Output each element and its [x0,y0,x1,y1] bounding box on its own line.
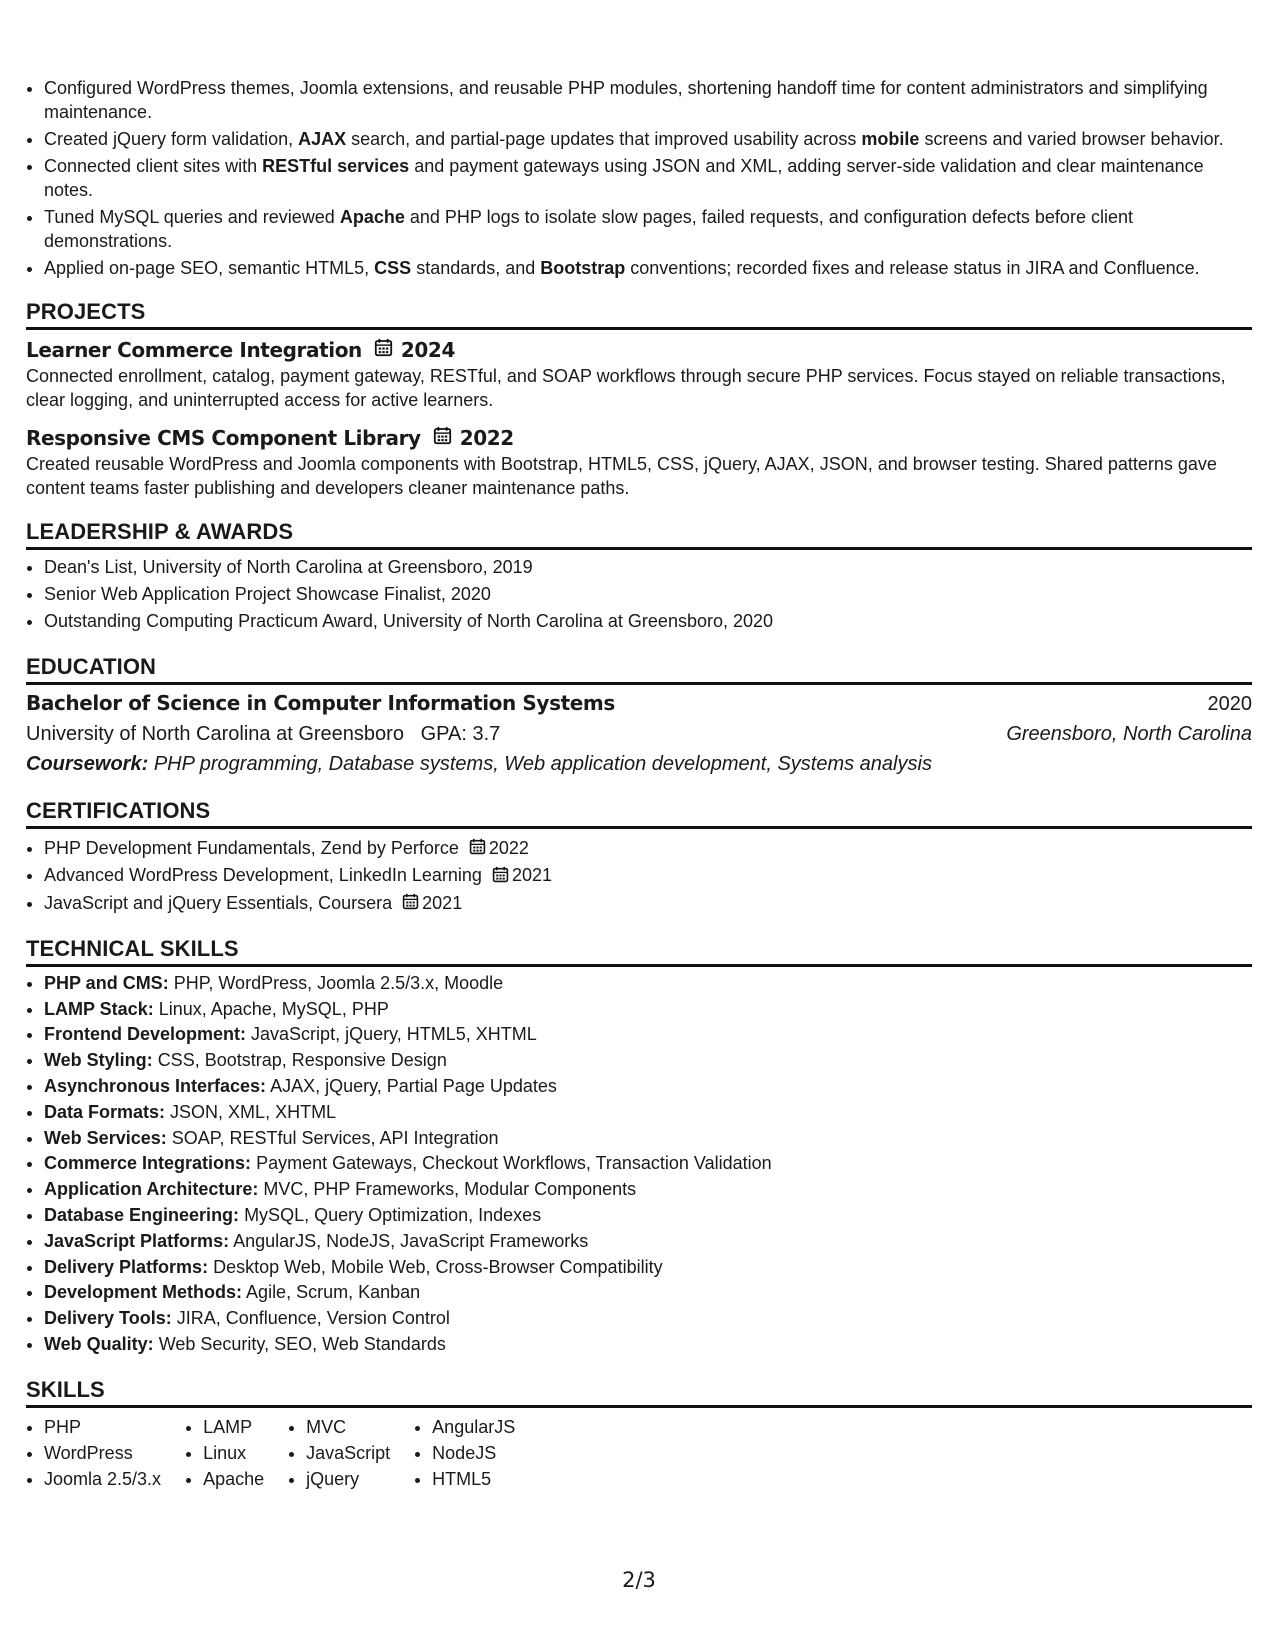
section-heading-skills: SKILLS [26,1376,1252,1408]
skills-column [26,1414,161,1492]
technical-skill-value: SOAP, RESTful Services, API Integration [171,1127,499,1148]
technical-skill-item [44,1306,1252,1332]
technical-skill-label: Application Architecture: [44,1179,259,1200]
bullet-text: Applied on-page SEO, semantic HTML5, [44,258,375,278]
technical-skill-value: Agile, Scrum, Kanban [246,1282,421,1303]
skill-item: • PHP [44,1414,161,1440]
technical-skill-item [44,1280,1252,1306]
technical-skill-item [44,1203,1252,1229]
technical-skill-value: AJAX, jQuery, Partial Page Updates [270,1075,557,1096]
project-title: Learner Commerce Integration [26,338,362,362]
technical-skill-item [44,1332,1252,1358]
project-item [26,336,1252,412]
technical-skill-item [44,1177,1252,1203]
resume-page [26,76,1252,1592]
bullet-text: search, and partial-page updates that improved usability across [346,129,862,149]
technical-skill-value: PHP, WordPress, Joomla 2.5/3.x, Moodle [173,972,504,993]
technical-skill-label: Web Quality: [44,1333,154,1354]
skill-item: • Linux [203,1440,264,1466]
technical-skill-item [44,1022,1252,1048]
technical-skill-item [44,1151,1252,1177]
certification-name: JavaScript and jQuery Essentials, Coursera [44,892,393,913]
bold-keyword: Apache [339,207,405,227]
bullet-text: Configured WordPress themes, Joomla extensions, and reusable PHP modules, shortening handoff time for content administrators and simplifying maintenance. [44,78,1208,122]
technical-skill-label: Asynchronous Interfaces: [44,1075,267,1096]
technical-skill-value: Payment Gateways, Checkout Workflows, Transaction Validation [256,1153,772,1174]
technical-skill-item [44,1048,1252,1074]
bullet-text: screens and varied browser behavior. [919,129,1224,149]
education-school-line [26,719,500,749]
calendar-icon [433,424,452,452]
experience-bullet [44,205,1252,253]
bullet-text: Connected client sites with [44,156,263,176]
certification-name: Advanced WordPress Development, LinkedIn Learning [44,865,482,886]
technical-skill-label: Database Engineering: [44,1204,240,1225]
skill-item: • WordPress [44,1440,161,1466]
education-degree: Bachelor of Science in Computer Information Systems [26,691,615,715]
calendar-icon [492,864,509,890]
education-year: 2020 [1207,693,1252,715]
project-title-row [26,336,1252,364]
projects-list [26,336,1252,500]
project-title: Responsive CMS Component Library [26,426,421,450]
calendar-icon [402,891,419,917]
technical-skill-value: MySQL, Query Optimization, Indexes [244,1204,542,1225]
bullet-text: Created jQuery form validation, [44,129,299,149]
technical-skill-item [44,1229,1252,1255]
coursework-text: PHP programming, Database systems, Web application development, Systems analysis [153,753,932,775]
technical-skill-value: JavaScript, jQuery, HTML5, XHTML [251,1024,537,1045]
education-coursework [26,749,1252,779]
technical-skill-label: Data Formats: [44,1101,166,1122]
project-description: Created reusable WordPress and Joomla components with Bootstrap, HTML5, CSS, jQuery, AJAX, JSON, and browser testing. Shared patterns gave content teams faster publishing and developers cleaner maintenance paths. [26,454,1217,498]
certification-item [44,890,1252,917]
skill-item: • HTML5 [432,1466,515,1492]
technical-skills-list [26,971,1252,1358]
bullet-text: and PHP logs to isolate slow pages, failed requests, and configuration defects before client demonstrations. [44,207,1133,251]
section-heading-education: EDUCATION [26,653,1252,685]
calendar-icon [469,836,486,862]
technical-skill-item [44,1100,1252,1126]
skill-item: • Apache [203,1466,264,1492]
technical-skill-item [44,1074,1252,1100]
technical-skill-value: JIRA, Confluence, Version Control [176,1308,450,1329]
skill-item: • Joomla 2.5/3.x [44,1466,161,1492]
leadership-item: • Senior Web Application Project Showcase Finalist, 2020 [44,581,1252,608]
education-entry [26,688,1252,779]
technical-skill-value: Web Security, SEO, Web Standards [158,1333,446,1354]
skill-item: • JavaScript [306,1440,390,1466]
technical-skill-label: JavaScript Platforms: [44,1230,230,1251]
technical-skill-item [44,1255,1252,1281]
technical-skill-label: Web Styling: [44,1050,153,1071]
technical-skill-label: Frontend Development: [44,1024,247,1045]
technical-skill-item [44,997,1252,1023]
bold-keyword: RESTful services [262,156,410,176]
certification-item [44,862,1252,889]
experience-bullet-list [26,76,1252,280]
bullet-text: and payment gateways using JSON and XML, adding server-side validation and clear maintenance notes. [44,156,1204,200]
project-item [26,424,1252,500]
skill-item: • MVC [306,1414,390,1440]
section-heading-projects: PROJECTS [26,298,1252,330]
technical-skill-item [44,1126,1252,1152]
skill-item: • LAMP [203,1414,264,1440]
experience-bullet [44,256,1252,280]
project-year: 2024 [400,338,455,362]
leadership-item: • Dean's List, University of North Carolina at Greensboro, 2019 [44,554,1252,581]
technical-skill-value: AngularJS, NodeJS, JavaScript Frameworks [233,1230,589,1251]
experience-bullet [44,154,1252,202]
certification-year: 2022 [488,838,529,858]
project-year: 2022 [459,426,514,450]
skills-column [185,1414,264,1492]
technical-skill-label: Delivery Tools: [44,1308,172,1329]
section-heading-technical-skills: TECHNICAL SKILLS [26,935,1252,967]
page-number: 2/3 [622,1568,656,1592]
technical-skill-value: Linux, Apache, MySQL, PHP [158,998,389,1019]
bullet-text: conventions; recorded fixes and release status in JIRA and Confluence. [625,258,1200,278]
skills-column [288,1414,390,1492]
certification-item [44,835,1252,862]
technical-skill-value: JSON, XML, XHTML [170,1101,337,1122]
technical-skill-label: Delivery Platforms: [44,1256,209,1277]
bold-keyword: Bootstrap [540,258,626,278]
education-school: University of North Carolina at Greensboro [26,723,404,745]
coursework-label: Coursework: [26,753,149,775]
section-heading-certifications: CERTIFICATIONS [26,797,1252,829]
calendar-icon [374,336,393,364]
bold-keyword: mobile [861,129,920,149]
bullet-text: standards, and [411,258,541,278]
technical-skill-value: MVC, PHP Frameworks, Modular Components [263,1179,637,1200]
education-gpa: GPA: 3.7 [420,723,501,745]
technical-skill-label: LAMP Stack: [44,998,154,1019]
leadership-list [26,554,1252,635]
experience-bullet [44,127,1252,151]
certification-name: PHP Development Fundamentals, Zend by Perforce [44,838,459,858]
skill-item: • jQuery [306,1466,390,1492]
certification-year: 2021 [511,865,552,886]
education-location: Greensboro, North Carolina [1006,723,1252,745]
section-heading-leadership: LEADERSHIP & AWARDS [26,518,1252,550]
skill-item: • NodeJS [432,1440,515,1466]
technical-skill-label: PHP and CMS: [44,972,169,993]
certification-year: 2021 [422,892,463,913]
skills-column [414,1414,515,1492]
bold-keyword: CSS [374,258,412,278]
technical-skill-label: Development Methods: [44,1282,243,1303]
bold-keyword: AJAX [298,129,347,149]
experience-bullet [44,76,1252,124]
bullet-text: Tuned MySQL queries and reviewed [44,207,340,227]
project-description: Connected enrollment, catalog, payment gateway, RESTful, and SOAP workflows through secure PHP services. Focus stayed on reliable transactions, clear logging, and uninterrupted access for active learners. [26,366,1226,410]
technical-skill-label: Commerce Integrations: [44,1153,252,1174]
technical-skill-value: CSS, Bootstrap, Responsive Design [157,1050,447,1071]
skills-grid [26,1414,1252,1492]
project-title-row [26,424,1252,452]
leadership-item: • Outstanding Computing Practicum Award, University of North Carolina at Greensboro, 2020 [44,608,1252,635]
skill-item: • AngularJS [432,1414,515,1440]
certifications-list [26,835,1252,917]
technical-skill-item [44,971,1252,997]
technical-skill-value: Desktop Web, Mobile Web, Cross-Browser Compatibility [213,1256,663,1277]
technical-skill-label: Web Services: [44,1127,167,1148]
